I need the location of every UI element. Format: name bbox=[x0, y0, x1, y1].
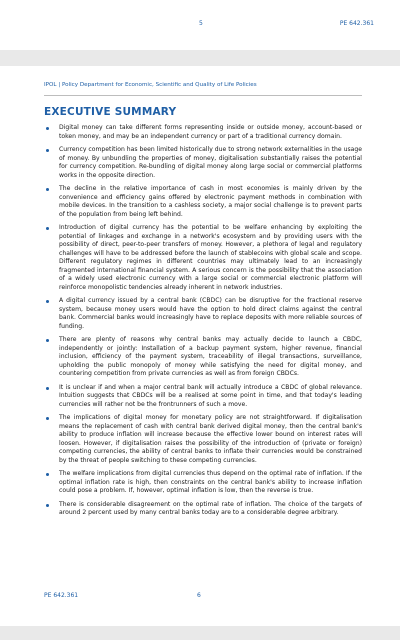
footer-page-number: 6 bbox=[197, 592, 201, 599]
bullet-icon bbox=[46, 387, 49, 390]
department-header: IPOL | Policy Department for Economic, Scientific and Quality of Life Policies bbox=[44, 82, 257, 88]
previous-page-bottom bbox=[0, 0, 400, 50]
bullet-icon bbox=[46, 127, 49, 130]
bullet-icon bbox=[46, 504, 49, 507]
bullet-icon bbox=[46, 339, 49, 342]
bullet-item: The implications of digital money for monetary policy are not straightforward. If digitalisation means the replacement of cash with central bank derived digital money, then the central bank's ability to produce inflation will increase because the effective lower bound on interest rates will loosen. However, if digitalisation raises the possibility of the introduction of (private or foreign) competing currencies, the ability of central banks to inflate their currencies would be constrained by the threat of people switching to these competing currencies. bbox=[44, 414, 362, 465]
bullet-icon bbox=[46, 300, 49, 303]
header-divider bbox=[44, 95, 362, 96]
section-title: EXECUTIVE SUMMARY bbox=[44, 106, 177, 118]
bullet-item: Introduction of digital currency has the potential to be welfare enhancing by exploiting the potential of linkages and exchange in a network's ecosystem and by providing users with the possibility of direct, peer-to-peer transfers of money. However, a plethora of legal and regulatory challenges will have to be addressed before the launch of stablecoins with global scale and scope. Different regulatory regimes in different countries may ultimately lead to an increasingly fragmented international financial system. A serious concern is the possibility that the association of a widely used electronic currency with a large social or commercial electronic platform will reinforce monopolistic tendencies already inherent in network industries. bbox=[44, 224, 362, 292]
bullet-icon bbox=[46, 149, 49, 152]
summary-bullet-list bbox=[44, 124, 362, 523]
previous-page-number: 5 bbox=[199, 20, 203, 27]
bullet-icon bbox=[46, 227, 49, 230]
bullet-item: It is unclear if and when a major central bank will actually introduce a CBDC of global relevance. Intuition suggests that CBDCs will be a realised at some point in time, and that today's leading currencies will rather not be the frontrunners of such a move. bbox=[44, 384, 362, 410]
bullet-item: There is considerable disagreement on the optimal rate of inflation. The choice of the targets of around 2 percent used by many central banks today are to a considerable degree arbitrary. bbox=[44, 501, 362, 518]
bullet-item: There are plenty of reasons why central banks may actually decide to launch a CBDC, independently or jointly: Installation of a backup payment system, higher revenue, financial inclusion, efficiency of the payment system, traceability of illegal transactions, surveillance, upholding the public monopoly of money while satisfying the need for digital money, and countering competition from private currencies as well as from foreign CBDCs. bbox=[44, 336, 362, 379]
footer-reference: PE 642.361 bbox=[44, 592, 79, 599]
bullet-icon bbox=[46, 188, 49, 191]
bullet-icon bbox=[46, 473, 49, 476]
previous-page-reference: PE 642.361 bbox=[339, 20, 374, 27]
document-page bbox=[0, 66, 400, 626]
bullet-item: Digital money can take different forms representing inside or outside money, account-based or token money, and may be an independent currency or part of a traditional currency domain. bbox=[44, 124, 362, 141]
bullet-item: A digital currency issued by a central bank (CBDC) can be disruptive for the fractional reserve system, because money users would have the option to hold direct claims against the central bank. Commercial banks would increasingly have to replace deposits with more reliable sources of funding. bbox=[44, 297, 362, 331]
bullet-item: Currency competition has been limited historically due to strong network externalities in the usage of money. By unbundling the properties of money, digitalisation substantially raises the potential for currency competition. Re-bundling of digital money along large social or commercial platforms works in the opposite direction. bbox=[44, 146, 362, 180]
bullet-item: The welfare implications from digital currencies thus depend on the optimal rate of inflation. If the optimal inflation rate is high, then constraints on the central bank's ability to increase inflation could pose a problem. If, however, optimal inflation is low, then the reverse is true. bbox=[44, 470, 362, 496]
bullet-item: The decline in the relative importance of cash in most economies is mainly driven by the convenience and efficiency gains offered by electronic payment methods in combination with mobile devices. In the transition to a cashless society, a major social challenge is to prevent parts of the population from being left behind. bbox=[44, 185, 362, 219]
bullet-icon bbox=[46, 417, 49, 420]
